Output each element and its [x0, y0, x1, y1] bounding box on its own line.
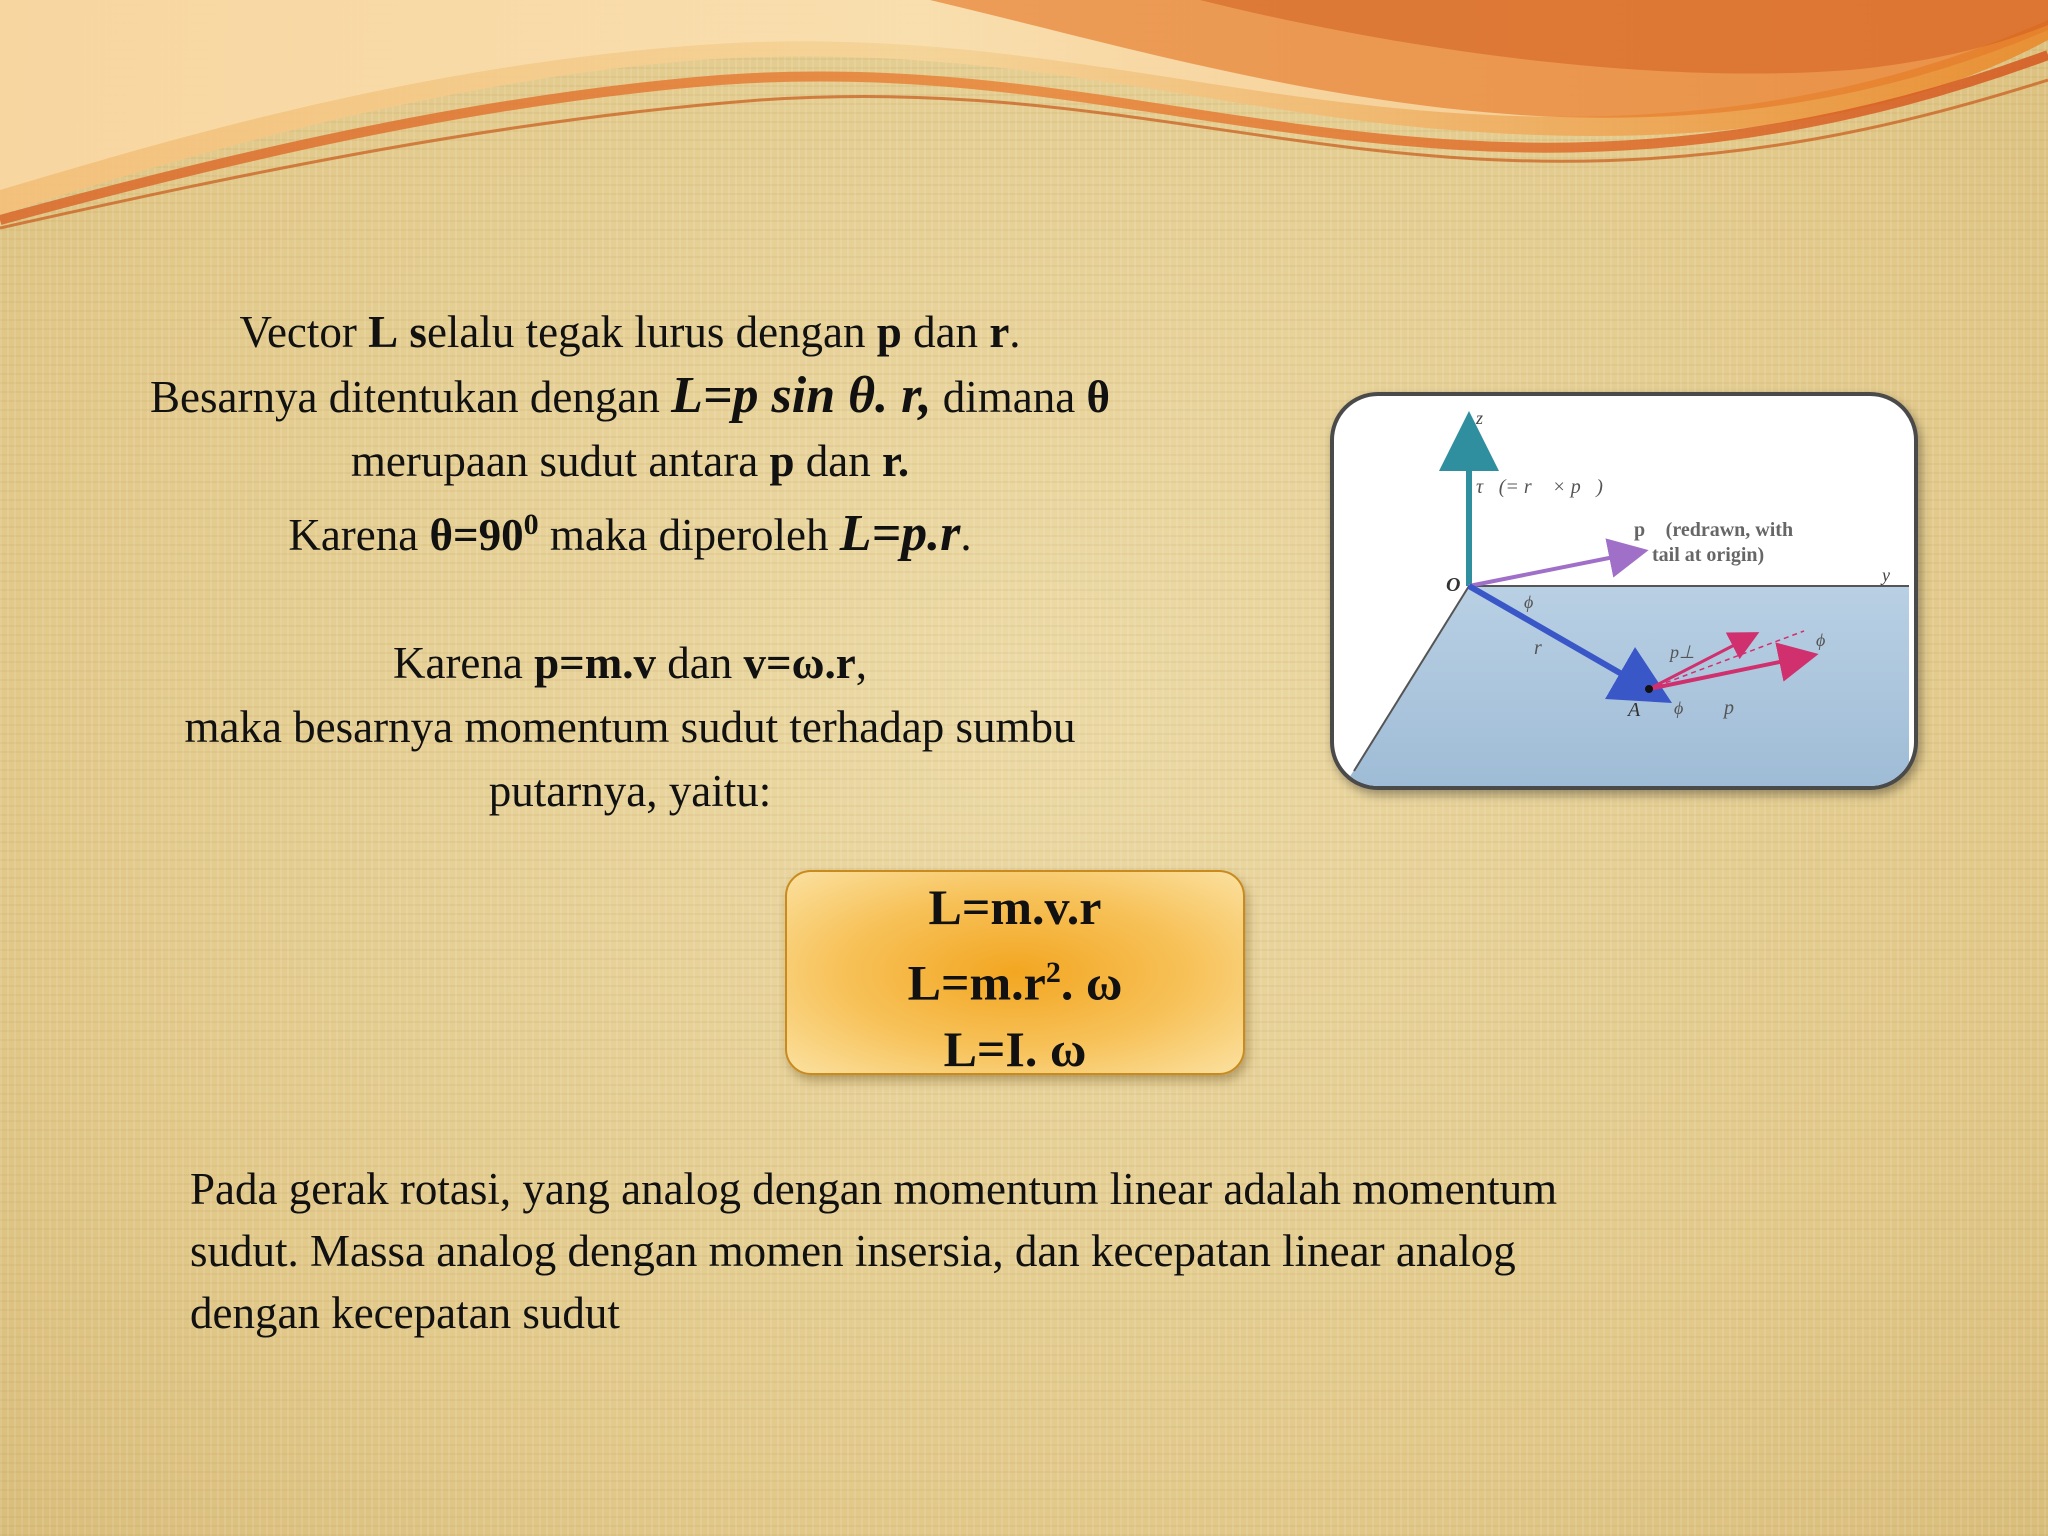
p-redrawn-label-2: tail at origin)	[1652, 544, 1765, 566]
intro-text	[60, 300, 1200, 823]
summary-line-2: sudut. Massa analog dengan momen insersia, dan kecepatan linear analog	[190, 1226, 1516, 1276]
p-redrawn-label-1: p⃗ (redrawn, with	[1634, 519, 1794, 541]
decorative-wave-header	[0, 0, 2048, 240]
angular-momentum-diagram	[1334, 396, 1914, 786]
torque-label: τ⃗(= r⃗ × p⃗)	[1476, 476, 1603, 498]
phi-label-a: ϕ	[1674, 698, 1684, 718]
formula-box	[785, 870, 1245, 1075]
point-a	[1645, 685, 1653, 693]
intro-line-7: putarnya, yaitu:	[488, 766, 772, 816]
point-a-label: A	[1628, 699, 1641, 721]
origin-label: O	[1446, 574, 1461, 596]
phi-label-origin: ϕ	[1524, 592, 1534, 612]
summary-line-3: dengan kecepatan sudut	[190, 1288, 620, 1338]
formula-line-2: $L=m.r^2$. ω	[907, 954, 1123, 1011]
xy-plane	[1344, 586, 1909, 786]
formula-l-pr: L=p.r	[839, 505, 961, 562]
intro-line-3: merupaan sudut antara p dan r.	[350, 436, 910, 486]
formula-line-3: L=I. ω	[943, 1020, 1087, 1077]
intro-line-2: Besarnya ditentukan dengan L=p sin θ. r, dimana θ	[150, 367, 1110, 424]
p-vector-label: p⃗	[1724, 697, 1750, 719]
p-perp-label: p⊥	[1670, 642, 1695, 662]
summary-paragraph	[190, 1158, 1810, 1344]
intro-line-6: maka besarnya momentum sudut terhadap sumbu	[184, 702, 1076, 752]
summary-line-1: Pada gerak rotasi, yang analog dengan momentum linear adalah momentum	[190, 1164, 1558, 1214]
p-redrawn-vector	[1469, 554, 1629, 586]
r-vector-label: r⃗	[1534, 637, 1558, 659]
formula-l-psin: L=p sin θ. r,	[671, 367, 932, 424]
intro-line-1: Vector L selalu tegak lurus dengan p dan r.	[239, 307, 1021, 357]
vector-diagram-figure	[1330, 392, 1918, 790]
z-label: z	[1476, 408, 1484, 428]
intro-line-5: Karena p=m.v dan v=ω.r,	[392, 638, 868, 688]
y-label: y	[1882, 565, 1890, 585]
phi-label-p: ϕ	[1816, 630, 1826, 650]
formula-line-1: L=m.v.r	[928, 879, 1102, 935]
intro-line-4: Karena $\theta=90^0$ maka diperoleh L=p.r.	[288, 505, 972, 562]
